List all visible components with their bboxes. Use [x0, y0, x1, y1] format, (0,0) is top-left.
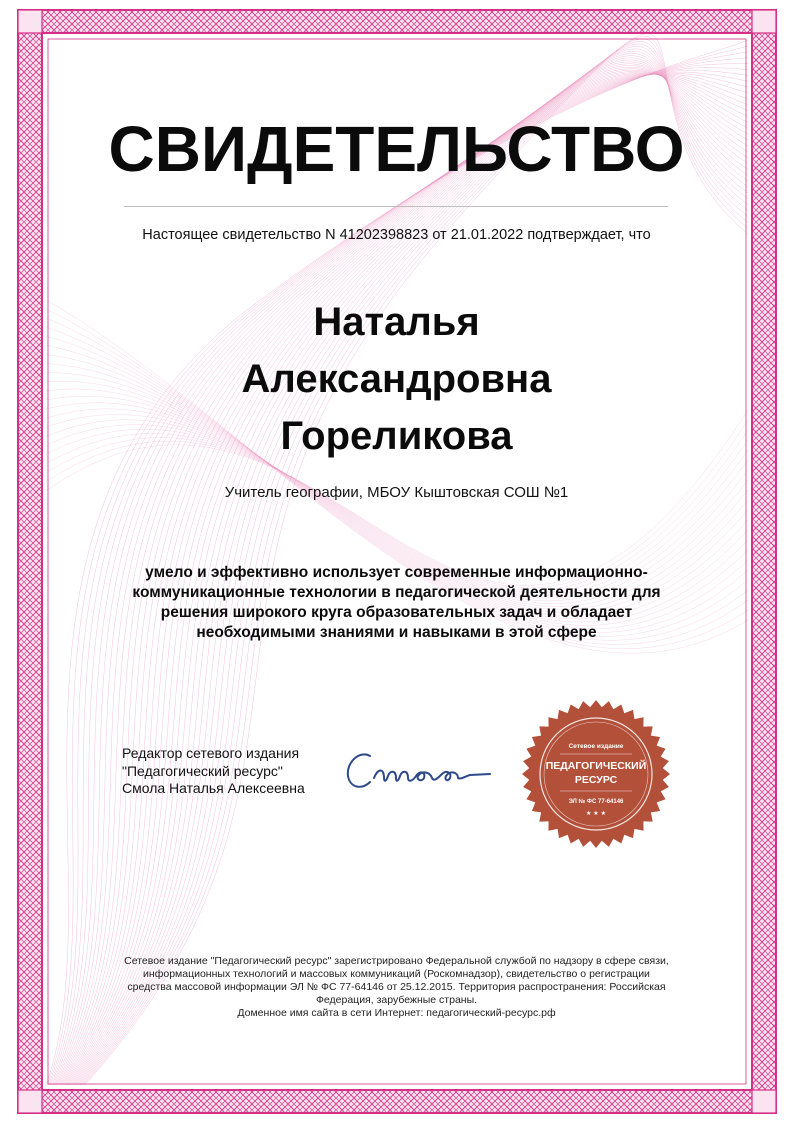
title-divider	[124, 206, 668, 207]
editor-signature	[340, 742, 500, 802]
certificate-citation: умело и эффективно использует современные информационно-коммуникационные технологии в педагогической деятельности для решения широкого круга образовательных задач и обладает необходимыми знаниями и навыками в этой сфере	[132, 564, 661, 641]
recipient-patronymic: Александровна	[241, 357, 552, 401]
registration-text: Сетевое издание "Педагогический ресурс" зарегистрировано Федеральной службой по надзору в сфере связи, информационных технологий и массовых коммуникаций (Роскомнадзор), свидетельство о регистрации средства массовой информации ЭЛ № ФС 77-64146 от 25.12.2015. Территория распространения: Российская Федерация, зарубежные страны.	[124, 955, 669, 1006]
recipient-position: Учитель географии, МБОУ Кыштовская СОШ №1	[224, 484, 569, 501]
editor-title: Редактор сетевого издания	[122, 745, 300, 761]
editor-name: Смола Наталья Алексеевна	[122, 780, 305, 796]
editor-block	[122, 745, 332, 798]
seal-registration: ЭЛ № ФС 77-64146	[568, 799, 624, 805]
certificate-statement: Настоящее свидетельство N 41202398823 от 21.01.2022 подтверждает, что	[142, 227, 651, 243]
recipient-name	[0, 294, 793, 465]
seal-main-line-1: ПЕДАГОГИЧЕСКИЙ	[545, 760, 647, 772]
seal-main-line-2: РЕСУРС	[574, 774, 618, 786]
publication-seal	[520, 698, 672, 850]
recipient-last-name: Гореликова	[280, 414, 513, 458]
editor-publication: "Педагогический ресурс"	[122, 762, 283, 779]
recipient-first-name: Наталья	[313, 300, 480, 344]
seal-top-text: Сетевое издание	[568, 743, 624, 750]
certificate-title: СВИДЕТЕЛЬСТВО	[108, 113, 685, 185]
registration-footer	[120, 955, 673, 1020]
domain-line: Доменное имя сайта в сети Интернет: педагогический-ресурс.рф	[237, 1007, 556, 1019]
seal-stars: ★ ★ ★	[586, 810, 606, 817]
